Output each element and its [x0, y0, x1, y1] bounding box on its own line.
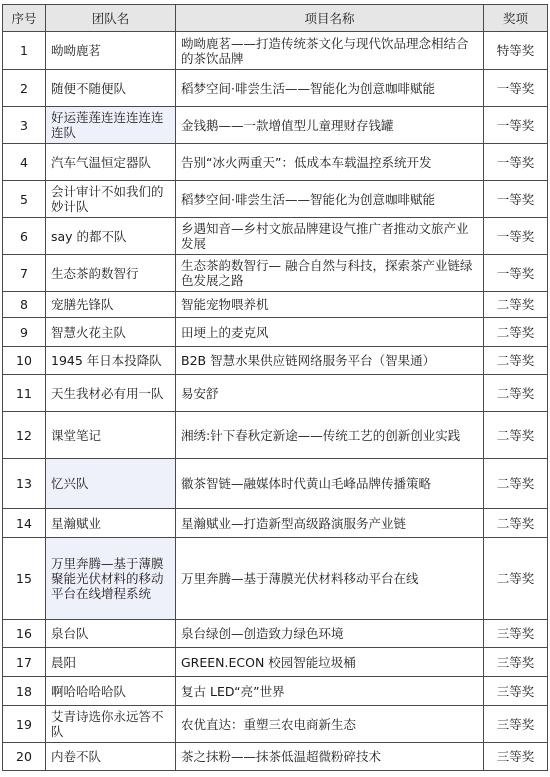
- row-project: 呦呦鹿茗——打造传统茶文化与现代饮品理念相结合的茶饮品牌: [176, 32, 484, 70]
- row-team: 星瀚赋业: [46, 509, 176, 538]
- row-index: 11: [3, 375, 46, 412]
- row-project: GREEN.ECON 校园智能垃圾桶: [176, 648, 484, 677]
- row-award: 二等奖: [484, 412, 548, 459]
- row-team: 艾青诗选你永远答不队: [46, 706, 176, 743]
- table-row: [3, 412, 548, 459]
- header-row: [3, 5, 548, 32]
- row-project: 徽茶智链—融媒体时代黄山毛峰品牌传播策略: [176, 459, 484, 509]
- row-project: 金钱鹅——一款增值型儿童理财存钱罐: [176, 107, 484, 144]
- row-award: 三等奖: [484, 620, 548, 648]
- table-row: [3, 347, 548, 375]
- row-index: 20: [3, 743, 46, 771]
- row-project: 泉台绿创—创造致力绿色环境: [176, 620, 484, 648]
- row-team: 泉台队: [46, 620, 176, 648]
- table-row: [3, 70, 548, 107]
- row-award: 二等奖: [484, 538, 548, 620]
- row-award: 二等奖: [484, 509, 548, 538]
- row-team: 呦呦鹿茗: [46, 32, 176, 70]
- row-index: 14: [3, 509, 46, 538]
- table-row: [3, 459, 548, 509]
- row-index: 2: [3, 70, 46, 107]
- row-team: 好运莲莲连连连连连连队: [46, 107, 176, 144]
- row-index: 6: [3, 218, 46, 255]
- row-project: 农优直达：重塑三农电商新生态: [176, 706, 484, 743]
- table-row: [3, 743, 548, 771]
- row-index: 17: [3, 648, 46, 677]
- row-award: 二等奖: [484, 459, 548, 509]
- row-team: 宠膳先锋队: [46, 292, 176, 318]
- header-team: 团队名: [46, 5, 176, 32]
- row-award: 三等奖: [484, 743, 548, 771]
- table-row: [3, 706, 548, 743]
- header-index: 序号: [3, 5, 46, 32]
- row-team: 晨阳: [46, 648, 176, 677]
- row-index: 5: [3, 181, 46, 218]
- row-team: 生态茶韵数智行: [46, 255, 176, 292]
- row-project: 智能宠物喂养机: [176, 292, 484, 318]
- row-index: 1: [3, 32, 46, 70]
- row-index: 10: [3, 347, 46, 375]
- row-project: 万里奔腾—基于薄膜光伏材料移动平台在线: [176, 538, 484, 620]
- row-team: 随便不随便队: [46, 70, 176, 107]
- table-row: [3, 107, 548, 144]
- row-award: 一等奖: [484, 181, 548, 218]
- row-project: 生态茶韵数智行— 融合自然与科技，探索茶产业链绿色发展之路: [176, 255, 484, 292]
- row-project: 复古 LED“亮”世界: [176, 677, 484, 706]
- row-project: 告别“冰火两重天”：低成本车载温控系统开发: [176, 144, 484, 181]
- row-index: 7: [3, 255, 46, 292]
- table-row: [3, 218, 548, 255]
- row-award: 三等奖: [484, 648, 548, 677]
- row-award: 特等奖: [484, 32, 548, 70]
- row-award: 二等奖: [484, 318, 548, 347]
- row-project: 茶之抹粉——抹茶低温超微粉碎技术: [176, 743, 484, 771]
- row-index: 12: [3, 412, 46, 459]
- header-project: 项目名称: [176, 5, 484, 32]
- table-row: [3, 375, 548, 412]
- table-row: [3, 620, 548, 648]
- row-team: 汽车气温恒定器队: [46, 144, 176, 181]
- row-award: 一等奖: [484, 218, 548, 255]
- table-row: [3, 255, 548, 292]
- table-row: [3, 32, 548, 70]
- table-row: [3, 318, 548, 347]
- table-row: [3, 144, 548, 181]
- row-team: 1945 年日本投降队: [46, 347, 176, 375]
- row-award: 三等奖: [484, 706, 548, 743]
- row-award: 二等奖: [484, 375, 548, 412]
- row-project: 乡遇知音—乡村文旅品牌建设气推广者推动文旅产业发展: [176, 218, 484, 255]
- table-row: [3, 648, 548, 677]
- row-award: 二等奖: [484, 347, 548, 375]
- row-team: 万里奔腾—基于薄膜聚能光伏材料的移动平台在线增程系统: [46, 538, 176, 620]
- row-index: 3: [3, 107, 46, 144]
- row-project: 稻梦空间·啡尝生活——智能化为创意咖啡赋能: [176, 70, 484, 107]
- row-project: 田埂上的麦克风: [176, 318, 484, 347]
- row-index: 16: [3, 620, 46, 648]
- row-award: 一等奖: [484, 255, 548, 292]
- row-index: 8: [3, 292, 46, 318]
- row-team: 忆兴队: [46, 459, 176, 509]
- row-team: 啊哈哈哈哈队: [46, 677, 176, 706]
- row-index: 4: [3, 144, 46, 181]
- table-row: [3, 677, 548, 706]
- table-row: [3, 509, 548, 538]
- row-index: 18: [3, 677, 46, 706]
- row-index: 13: [3, 459, 46, 509]
- row-award: 一等奖: [484, 107, 548, 144]
- row-team: 内卷不队: [46, 743, 176, 771]
- row-project: B2B 智慧水果供应链网络服务平台（智果通）: [176, 347, 484, 375]
- row-project: 湘绣:针下春秋定新途——传统工艺的创新创业实践: [176, 412, 484, 459]
- row-project: 易安舒: [176, 375, 484, 412]
- row-index: 19: [3, 706, 46, 743]
- row-index: 15: [3, 538, 46, 620]
- table-row: [3, 292, 548, 318]
- row-project: 星瀚赋业—打造新型高级路演服务产业链: [176, 509, 484, 538]
- row-project: 稻梦空间·啡尝生活——智能化为创意咖啡赋能: [176, 181, 484, 218]
- table-row: [3, 181, 548, 218]
- table-row: [3, 538, 548, 620]
- row-team: 天生我材必有用一队: [46, 375, 176, 412]
- row-index: 9: [3, 318, 46, 347]
- row-award: 一等奖: [484, 144, 548, 181]
- row-award: 二等奖: [484, 292, 548, 318]
- row-team: say 的都不队: [46, 218, 176, 255]
- row-award: 一等奖: [484, 70, 548, 107]
- row-team: 智慧火花主队: [46, 318, 176, 347]
- row-team: 会计审计不如我们的妙计队: [46, 181, 176, 218]
- row-team: 课堂笔记: [46, 412, 176, 459]
- awards-table: [2, 4, 548, 771]
- row-award: 三等奖: [484, 677, 548, 706]
- header-award: 奖项: [484, 5, 548, 32]
